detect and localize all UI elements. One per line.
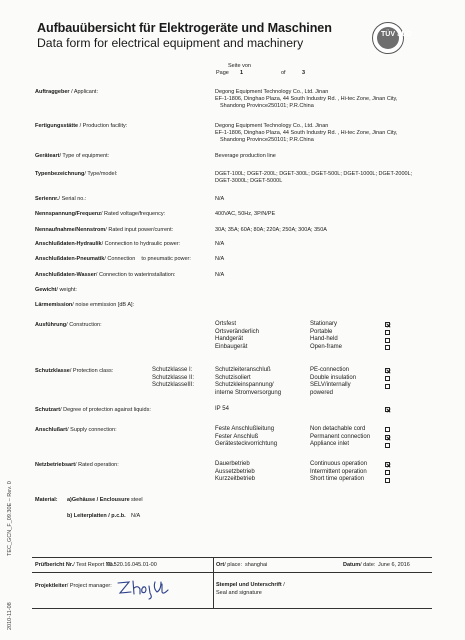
report-label: Prüfbericht Nr./ Test Report No.: [35, 562, 116, 568]
applicant-label: Auftraggeber / Applicant: [35, 89, 98, 95]
stamp-sub: Seal and signature [216, 590, 262, 596]
noise-label: Lärmemission/ noise emmission [dB A]: [35, 302, 135, 308]
title-german: Aufbauübersicht für Elektrogeräte und Maschinen [37, 21, 332, 35]
ip-value: IP 54 [215, 406, 229, 412]
page-of: of [281, 70, 286, 76]
place-label: Ort/ place: [216, 562, 242, 568]
material-housing-label: a)Gehäuse / Enclousure [67, 497, 130, 503]
weight-label: Gewicht/ weight: [35, 287, 77, 293]
project-manager-label: Projektleiter/ Project manager: [35, 583, 112, 589]
power-value: 30A; 35A; 60A; 80A; 220A; 250A; 300A; 350A [215, 227, 327, 233]
hydraulic-value: N/A [215, 241, 225, 247]
construction-options-en: Stationary Portable Hand-held Open-frame [310, 321, 343, 351]
page-word: Page [216, 70, 229, 76]
checkbox-selv[interactable] [385, 384, 390, 389]
water-value: N/A [215, 272, 225, 278]
construction-options-de: Ortsfest Ortsveränderlich Handgerät Einbaugerät [215, 321, 260, 351]
title-english: Data form for electrical equipment and machinery [37, 36, 304, 50]
supply-options-de: Feste Anschlußleitung Fester Anschluß Gerätesteckvorrichtung [215, 426, 278, 448]
supply-options-en: Non detachable cord Permanent connection Appliance inlet [310, 426, 371, 448]
checkbox-short-time-operation[interactable] [385, 478, 390, 483]
water-label: Anschlußdaten-Wasser/ Connection to waterinstallation: [35, 272, 176, 278]
hydraulic-label: Anschlußdaten-Hydraulik/ Connection to hydraulic power: [35, 241, 181, 247]
protection-class-names: Schutzklasse I: Schutzklasse II: SchutzklasseIII: [152, 367, 195, 389]
operation-options-en: Continuous operation Intermittent operation Short time operation [310, 461, 368, 483]
pneumatic-label: Anschlußdaten-Pneumatik/ Connection to pneumatic power: [35, 256, 191, 262]
construction-label: Ausführung/ Construction: [35, 322, 102, 328]
checkbox-portable[interactable] [385, 330, 390, 335]
date-value: June 6, 2016 [378, 562, 410, 568]
place-value: shanghai [245, 562, 268, 568]
model-label: Typenbezeichnung/ Type/model: [35, 171, 118, 177]
operation-label: Netzbetriebsart/ Rated operation: [35, 462, 119, 468]
page-label: Seite von [228, 63, 251, 69]
material-label: Material: [35, 497, 58, 503]
applicant-value: Degong Equipment Technology Co., Ltd. Jinan EF-1-1806, Dinghao Plaza, 44 South Industry Rd. , Hi-tec Zone, Jinan City, Shandong Province250101; P.R.China [215, 89, 398, 109]
page-total: 3 [302, 70, 306, 76]
supply-label: Anschlußart/ Supply connection: [35, 427, 117, 433]
serial-label: Seriennr./ Serial no.: [35, 196, 87, 202]
facility-value: Degong Equipment Technology Co., Ltd. Jinan EF-1-1806, Dinghao Plaza, 44 South Industry Rd. , Hi-tec Zone, Jinan City, Shandong Province250101; P.R.China [215, 123, 398, 143]
equipment-type-label: Geräteart/ Type of equipment: [35, 153, 110, 159]
checkbox-appliance-inlet[interactable] [385, 443, 390, 448]
checkbox-hand-held[interactable] [385, 338, 390, 343]
report-value: 70.520.16.045.01-00 [106, 562, 157, 568]
side-date: 2010-11-08 [7, 602, 13, 630]
equipment-type-value: Beverage production line [215, 153, 276, 159]
date-label: Datum/ date: [343, 562, 376, 568]
material-pcb-label: b) Leiterplatten / p.c.b. [67, 513, 126, 519]
pneumatic-value: N/A [215, 256, 225, 262]
power-label: Nennaufnahme/Nennstrom/ Rated input power/current: [35, 227, 174, 233]
checkbox-ip[interactable] [385, 407, 390, 412]
protection-options-de: Schutzleiteranschluß Schutzisoliert Schutzkleinspannung/ interne Stromversorgung [215, 367, 282, 397]
footer-divider [213, 557, 214, 608]
footer-bottom-rule [32, 608, 432, 609]
checkbox-stationary[interactable] [385, 322, 390, 327]
ip-label: Schutzart/ Degree of protection against liquids: [35, 407, 151, 413]
footer-top-rule [32, 557, 432, 558]
protection-class-label: Schutzklasse/ Protection class: [35, 368, 114, 374]
checkbox-open-frame[interactable] [385, 345, 390, 350]
operation-options-de: Dauerbetrieb Aussetzbetrieb Kurzzeitbetrieb [215, 461, 256, 483]
footer-mid-rule [32, 572, 432, 573]
side-form-id: TEC_GCN_F_09.30E – Rev. 0 [7, 481, 13, 556]
facility-label: Fertigungsstätte / Production facility: [35, 123, 128, 129]
checkbox-intermittent-operation[interactable] [385, 470, 390, 475]
tuv-logo-text: TÜV SÜD [381, 31, 412, 38]
checkbox-double-insulation[interactable] [385, 376, 390, 381]
voltage-label: Nennspannung/Frequenz/ Rated voltage/frequency: [35, 211, 166, 217]
model-value: DGET-100L; DGET-200L; DGET-300L; DGET-500L; DGET-1000L; DGET-2000L; DGET-3000L; DGET-5000L [215, 171, 413, 184]
material-housing-value: steel [131, 497, 143, 503]
checkbox-pe-connection[interactable] [385, 368, 390, 373]
material-pcb-value: N/A [131, 513, 141, 519]
protection-options-en: PE-connection Double insulation SELV/internally powered [310, 367, 357, 397]
stamp-label: Stempel und Unterschrift / [216, 582, 285, 588]
serial-value: N/A [215, 196, 225, 202]
checkbox-continuous-operation[interactable] [385, 462, 390, 467]
checkbox-permanent-connection[interactable] [385, 435, 390, 440]
signature-image [115, 576, 175, 600]
voltage-value: 400VAC, 50Hz, 3P/N/PE [215, 211, 276, 217]
checkbox-non-detachable-cord[interactable] [385, 427, 390, 432]
page-current: 1 [240, 70, 244, 76]
